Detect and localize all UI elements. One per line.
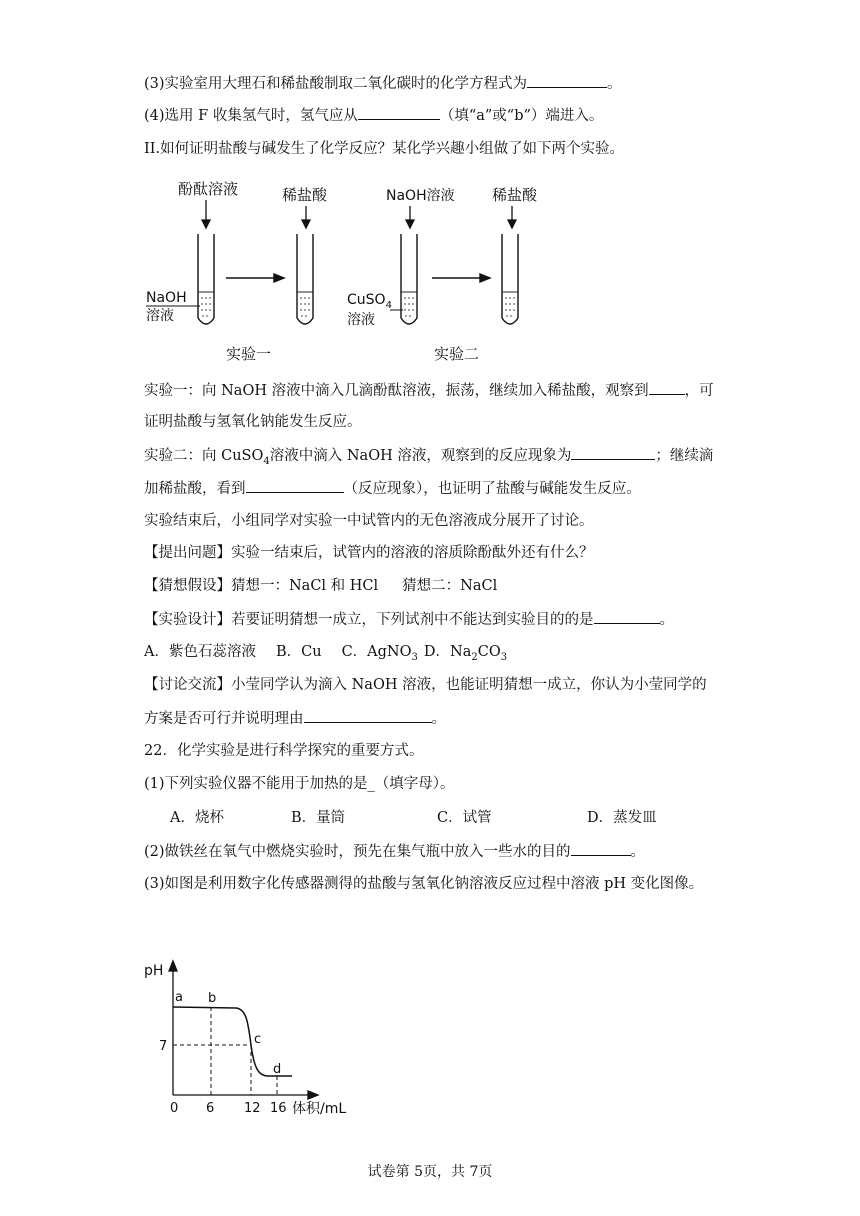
answer-blank[interactable] (246, 478, 344, 493)
answer-blank[interactable] (527, 73, 607, 88)
y-tick-7: 7 (159, 1039, 168, 1054)
question-22-1-options (170, 808, 657, 828)
after-experiment-line: 实验结束后，小组同学对实验一中试管内的无色溶液成分展开了讨论。 (144, 513, 594, 529)
naoh-solution-label-1: NaOH (146, 290, 187, 306)
answer-blank[interactable] (571, 841, 631, 856)
answer-blank[interactable] (358, 105, 440, 120)
hcl-label-1: 稀盐酸 (282, 186, 328, 204)
exp1-line2: 证明盐酸与氢氧化钠能发生反应。 (144, 414, 362, 430)
question-22-1: (1)下列实验仪器不能用于加热的是_（填字母）。 (144, 776, 455, 792)
exp2-line2: 加稀盐酸，看到 （反应现象），也证明了盐酸与碱能发生反应。 (144, 478, 641, 499)
answer-blank[interactable] (594, 609, 660, 624)
answer-blank[interactable] (571, 445, 655, 460)
x-tick-16: 16 (270, 1101, 287, 1116)
option-a[interactable]: A．紫色石蕊溶液 (144, 644, 256, 660)
naoh-solution-label-2: 溶液 (146, 308, 174, 324)
q4-line: (4)选用 F 收集氢气时，氢气应从 （填“a”或“b”）端进入。 (144, 105, 603, 126)
discuss-line2: 方案是否可行并说明理由 。 (144, 708, 446, 729)
cuso4-label-2: 溶液 (347, 312, 375, 328)
question-line: 【提出问题】实验一结束后，试管内的溶液的溶质除酚酞外还有什么？ (144, 545, 594, 561)
option-d[interactable]: D．$Na_2CO_3$ (423, 644, 508, 663)
part-ii-intro: II.如何证明盐酸与碱发生了化学反应？某化学兴趣小组做了如下两个实验。 (144, 141, 625, 157)
design-line: 【实验设计】若要证明猜想一成立，下列试剂中不能达到实验目的的是 。 (144, 609, 674, 630)
hypothesis-line: 【猜想假设】猜想一：NaCl 和 HCl 猜想二：NaCl (144, 578, 498, 594)
test-tube (198, 234, 518, 324)
point-a-label: a (175, 990, 183, 1005)
x-tick-12: 12 (244, 1101, 261, 1116)
question-22-3: (3)如图是利用数字化传感器测得的盐酸与氢氧化钠溶液反应过程中溶液 pH 变化图像。 (144, 876, 704, 892)
x-tick-6: 6 (206, 1101, 215, 1116)
phenolphthalein-label: 酚酞溶液 (178, 180, 239, 198)
origin-label: 0 (170, 1101, 179, 1116)
hcl-label-2: 稀盐酸 (492, 186, 538, 204)
x-axis-label: 体积/mL (292, 1101, 347, 1117)
ph-curve-graph (140, 955, 370, 1120)
point-b-label: b (208, 991, 217, 1006)
answer-blank[interactable] (649, 380, 685, 395)
point-c-label: c (254, 1032, 262, 1047)
question-22-title: 22．化学实验是进行科学探究的重要方式。 (144, 743, 424, 759)
option-a[interactable]: A．烧杯 (170, 810, 224, 826)
exp2-line1: 实验二：向 CuSO$_4$溶液中滴入 NaOH 溶液，观察到的反应现象为 ；继续滴 (144, 445, 713, 472)
point-d-label: d (273, 1062, 282, 1077)
experiment-apparatus (140, 172, 560, 367)
option-b[interactable]: B．量筒 (291, 810, 346, 826)
option-d[interactable]: D．蒸发皿 (587, 810, 657, 826)
design-options (144, 642, 507, 668)
exp1-line1: 实验一：向 NaOH 溶液中滴入几滴酚酞溶液，振荡，继续加入稀盐酸，观察到 ，可 (144, 380, 714, 401)
question-22-2: (2)做铁丝在氧气中燃烧实验时，预先在集气瓶中放入一些水的目的 。 (144, 841, 645, 862)
y-axis-label: pH (144, 963, 164, 979)
option-c[interactable]: C．AgNO$_3$ (341, 644, 418, 663)
answer-blank[interactable] (304, 708, 432, 723)
q3-line: (3)实验室用大理石和稀盐酸制取二氧化碳时的化学方程式为 。 (144, 73, 622, 94)
discuss-line1: 【讨论交流】小莹同学认为滴入 NaOH 溶液，也能证明猜想一成立，你认为小莹同学的 (144, 677, 707, 693)
option-b[interactable]: B．Cu (275, 644, 322, 660)
cuso4-label-1: CuSO$_4$ (347, 292, 392, 311)
experiment-one-caption: 实验一 (226, 345, 272, 363)
page-footer: 试卷第 5页，共 7页 (367, 1164, 493, 1180)
experiment-two-caption: 实验二 (434, 345, 480, 363)
option-c[interactable]: C．试管 (437, 810, 492, 826)
naoh-add-label: NaOH溶液 (386, 188, 455, 204)
